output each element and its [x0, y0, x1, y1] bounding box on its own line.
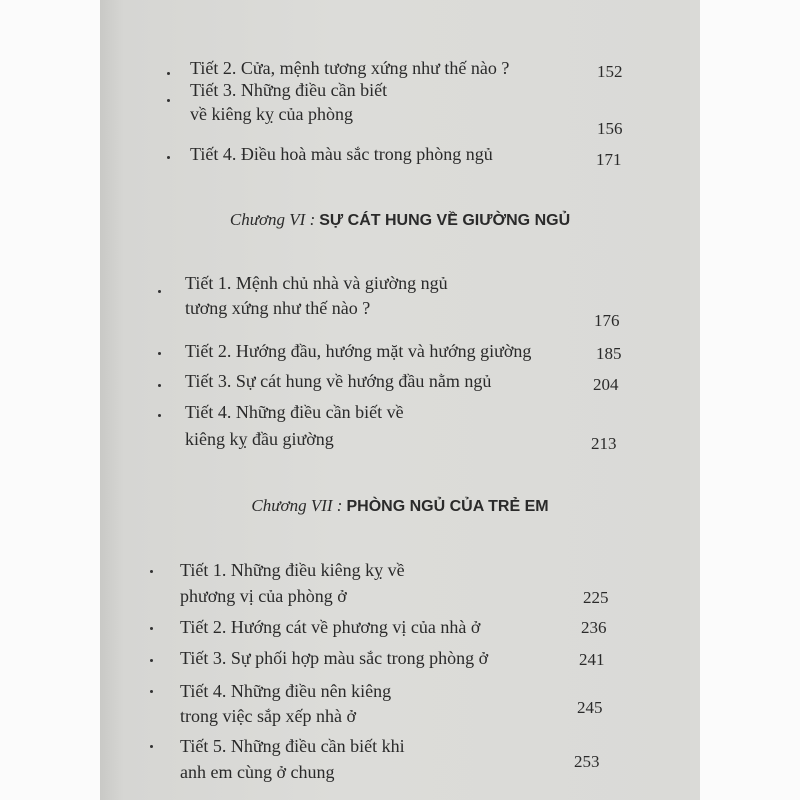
- toc-page-number: 176: [594, 311, 620, 330]
- toc-entry-text: Tiết 4. Điều hoà màu sắc trong phòng ngủ: [190, 144, 493, 164]
- bullet: [158, 290, 161, 293]
- chapter-title: SỰ CÁT HUNG VỀ GIƯỜNG NGỦ: [319, 212, 571, 229]
- toc-page-number: 204: [593, 375, 619, 394]
- toc-page-number: 156: [597, 119, 623, 138]
- toc-page-number: 185: [596, 344, 622, 363]
- bullet: [167, 156, 170, 159]
- toc-entry-text: về kiêng kỵ của phòng: [190, 104, 353, 124]
- toc-entry-text: tương xứng như thế nào ?: [185, 298, 371, 318]
- toc-entry-text: Tiết 2. Cửa, mệnh tương xứng như thế nào ?: [190, 58, 510, 78]
- toc-entry-text: Tiết 4. Những điều cần biết về: [185, 402, 404, 422]
- toc-entry-text: Tiết 3. Những điều cần biết: [190, 80, 388, 100]
- toc-entry-text: Tiết 4. Những điều nên kiêng: [180, 681, 392, 701]
- toc-page-number: 253: [574, 752, 600, 771]
- chapter-heading: [100, 496, 700, 516]
- toc-entry-text: Tiết 3. Sự cát hung về hướng đầu nằm ngủ: [185, 371, 492, 391]
- toc-entry-text: Tiết 2. Hướng cát về phương vị của nhà ở: [180, 617, 481, 637]
- toc-entry-text: Tiết 2. Hướng đầu, hướng mặt và hướng giường: [185, 341, 532, 361]
- toc-entry-text: Tiết 1. Những điều kiêng kỵ về: [180, 560, 405, 580]
- toc-page-number: 171: [596, 150, 622, 169]
- chapter-title: PHÒNG NGỦ CỦA TRẺ EM: [346, 498, 549, 515]
- bullet: [150, 745, 153, 748]
- toc-entry-text: kiêng kỵ đầu giường: [185, 429, 334, 449]
- bullet: [167, 72, 170, 75]
- toc-entry-text: Tiết 1. Mệnh chủ nhà và giường ngủ: [185, 273, 448, 293]
- toc-entry-text: phương vị của phòng ở: [180, 586, 347, 606]
- bullet: [167, 99, 170, 102]
- toc-page-number: 245: [577, 698, 603, 717]
- bullet: [150, 690, 153, 693]
- book-page: [100, 0, 700, 800]
- bullet: [158, 414, 161, 417]
- toc-page-number: 152: [597, 62, 623, 81]
- bullet: [150, 659, 153, 662]
- toc-page-number: 241: [579, 650, 605, 669]
- toc-entry-text: Tiết 3. Sự phối hợp màu sắc trong phòng ở: [180, 648, 489, 668]
- toc-page-number: 213: [591, 434, 617, 453]
- toc-page-number: 236: [581, 618, 607, 637]
- toc-entry-text: Tiết 5. Những điều cần biết khi: [180, 736, 405, 756]
- bullet: [150, 570, 153, 573]
- chapter-heading: [100, 210, 700, 230]
- bullet: [150, 627, 153, 630]
- toc-entry-text: trong việc sắp xếp nhà ở: [180, 706, 356, 726]
- toc-page-number: 225: [583, 588, 609, 607]
- chapter-label: Chương VI :: [229, 210, 316, 229]
- bullet: [158, 352, 161, 355]
- toc-entry-text: anh em cùng ở chung: [180, 762, 335, 782]
- chapter-label: Chương VII :: [251, 496, 343, 515]
- bullet: [158, 384, 161, 387]
